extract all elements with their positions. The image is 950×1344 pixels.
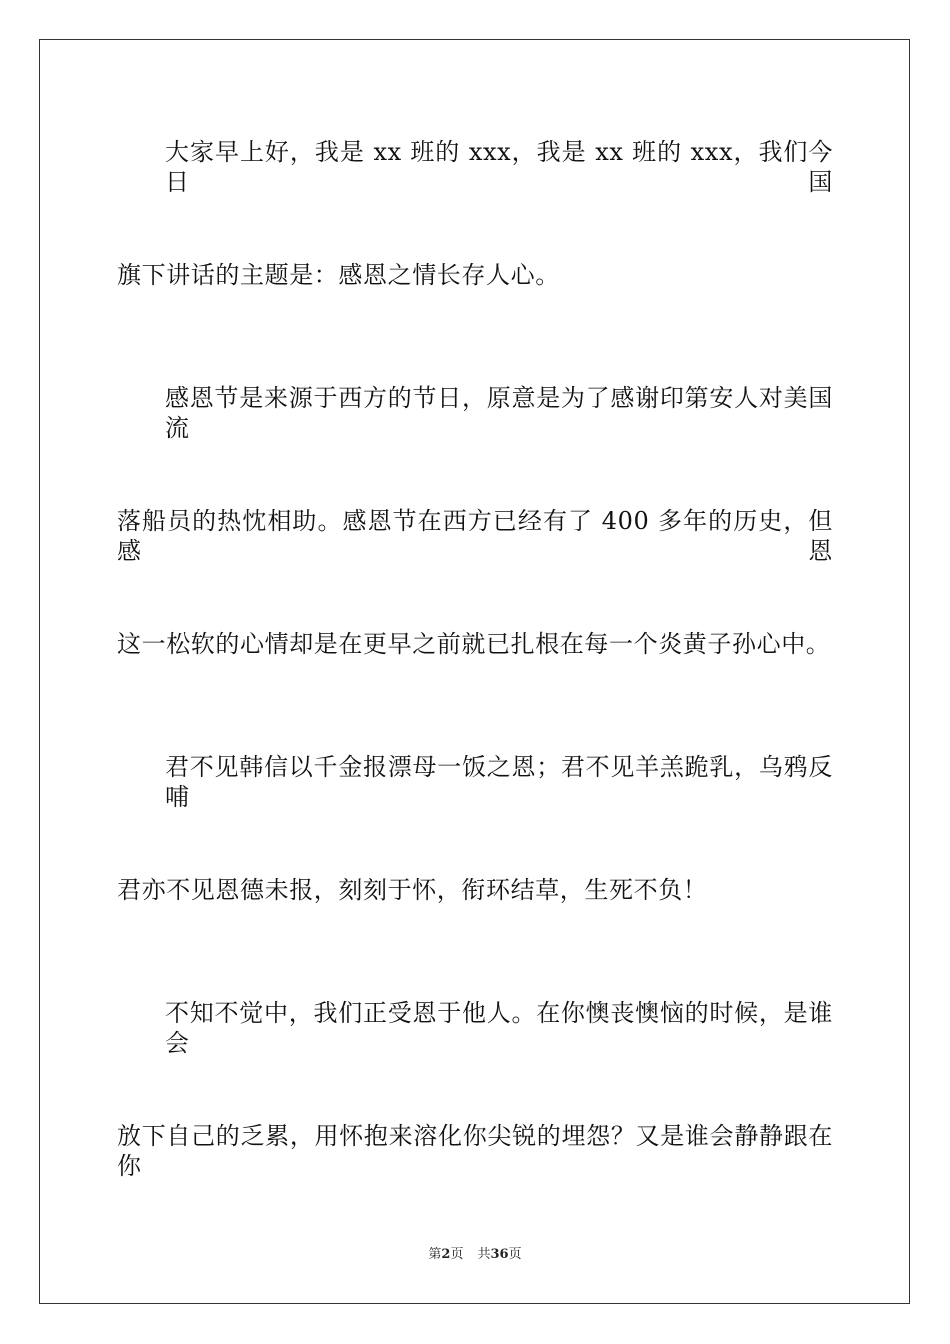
- total-pages-number: 36: [490, 1247, 509, 1262]
- current-page-number: 2: [441, 1247, 451, 1262]
- paragraph-4-line-2: 放下自己的乏累，用怀抱来溶化你尖锐的埋怨？又是谁会静静跟在你: [117, 1122, 833, 1180]
- page-suffix: 页: [450, 1247, 464, 1262]
- paragraph-1-line-1: 大家早上好，我是 xx 班的 xxx，我是 xx 班的 xxx，我们今日国: [165, 138, 833, 196]
- paragraph-2-line-3: 这一松软的心情却是在更早之前就已扎根在每一个炎黄子孙心中。: [117, 630, 831, 658]
- page-prefix: 第: [428, 1247, 442, 1262]
- paragraph-2-line-1: 感恩节是来源于西方的节日，原意是为了感谢印第安人对美国流: [165, 384, 833, 442]
- total-suffix: 页: [508, 1247, 522, 1262]
- paragraph-2-line-2: 落船员的热忱相助。感恩节在西方已经有了 400 多年的历史，但感恩: [117, 507, 833, 565]
- paragraph-1-line-2: 旗下讲话的主题是：感恩之情长存人心。: [117, 261, 560, 289]
- page-border: [39, 39, 910, 1304]
- paragraph-4-line-1: 不知不觉中，我们正受恩于他人。在你懊丧懊恼的时候，是谁会: [165, 999, 833, 1057]
- page-footer: [0, 1247, 950, 1263]
- paragraph-3-line-1: 君不见韩信以千金报漂母一饭之恩；君不见羊羔跪乳，乌鸦反哺: [165, 753, 833, 811]
- total-prefix: 共: [477, 1247, 491, 1262]
- paragraph-3-line-2: 君亦不见恩德未报，刻刻于怀，衔环结草，生死不负！: [117, 876, 708, 904]
